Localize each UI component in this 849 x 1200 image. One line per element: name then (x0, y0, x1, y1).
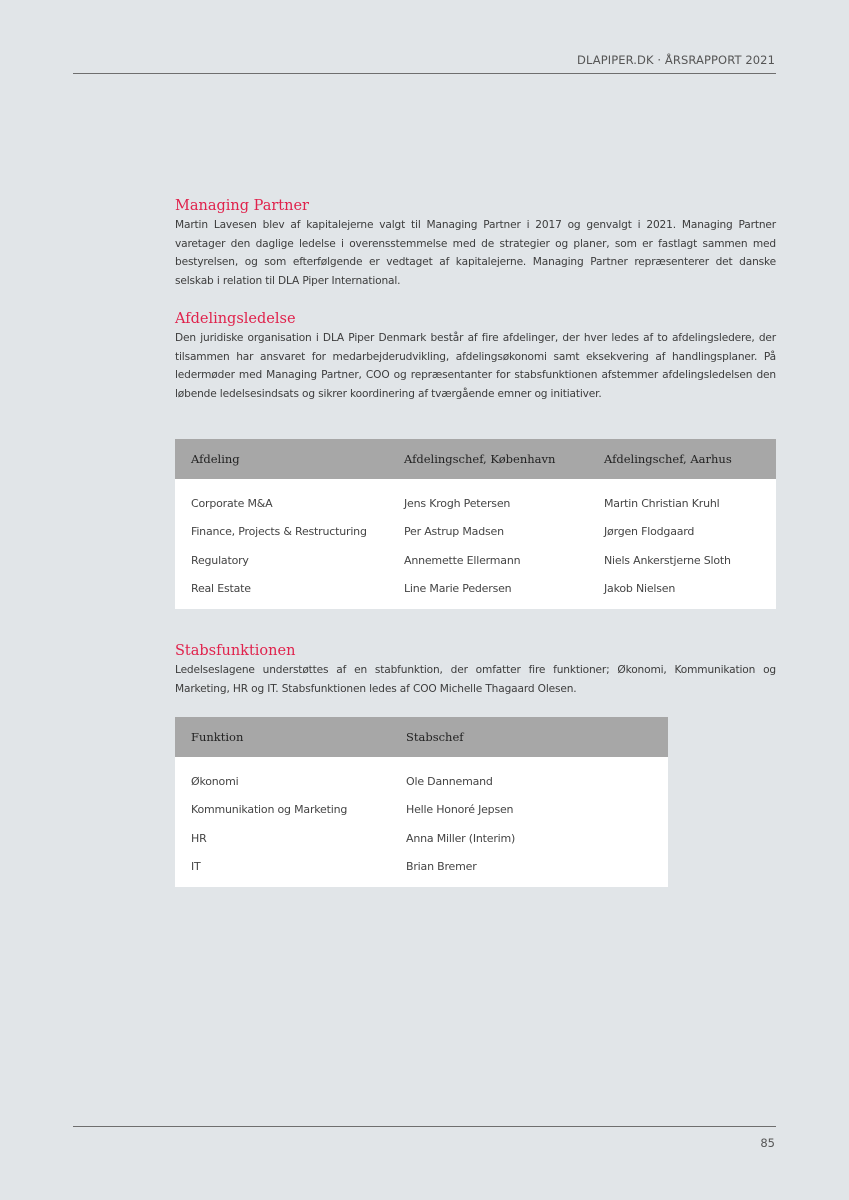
table-cell: Regulatory (191, 553, 249, 567)
table-cell: Finance, Projects & Restructuring (191, 525, 367, 539)
page-number: 85 (760, 1136, 775, 1150)
section-stabsfunktionen (175, 642, 776, 698)
section-body: Martin Lavesen blev af kapitalejerne valgt til Managing Partner i 2017 og genvalgt i 2021. Managing Partner varetager den daglige ledelse i overensstemmelse med de strategier og planer, som er fastlagt sammen med bestyrelsen, og som efterfølgende er vedtaget af kapitalejerne. Managing Partner repræsenterer det danske selskab i relation til DLA Piper International. (175, 219, 776, 288)
table-header-row (175, 717, 668, 757)
table-cell: Martin Christian Kruhl (604, 496, 720, 510)
table-header-row (175, 439, 776, 479)
table-header-cell: Afdeling (191, 452, 240, 466)
table-cell: Real Estate (191, 582, 251, 596)
table-row (175, 824, 668, 853)
table-row (175, 546, 776, 575)
table-cell: IT (191, 860, 201, 874)
section-title: Afdelingsledelse (175, 311, 296, 327)
table-cell: Jørgen Flodgaard (604, 525, 695, 539)
table-row (175, 479, 776, 518)
table-cell: Anna Miller (Interim) (406, 831, 516, 845)
table-row (175, 575, 776, 610)
table-header-cell: Afdelingschef, København (404, 452, 556, 466)
table-row (175, 853, 668, 888)
table-row (175, 518, 776, 547)
table-header-cell: Afdelingschef, Aarhus (604, 452, 732, 466)
table-header-cell: Funktion (191, 730, 244, 744)
table-cell: Corporate M&A (191, 496, 273, 510)
table-row (175, 796, 668, 825)
section-title: Managing Partner (175, 198, 309, 214)
table-cell: Niels Ankerstjerne Sloth (604, 553, 731, 567)
table-cell: Per Astrup Madsen (404, 525, 504, 539)
section-title: Stabsfunktionen (175, 643, 296, 659)
table-cell: Line Marie Pedersen (404, 582, 512, 596)
staff-table (175, 717, 668, 887)
table-cell: Brian Bremer (406, 860, 477, 874)
footer-divider (73, 1126, 776, 1127)
running-header: DLAPIPER.DK · ÅRSRAPPORT 2021 (577, 53, 775, 67)
section-afdelingsledelse (175, 310, 776, 404)
section-body: Den juridiske organisation i DLA Piper Denmark består af fire afdelinger, der hver ledes af to afdelingsledere, der tilsammen har ansvaret for medarbejderudvikling, afdelingsøkonomi samt eksekvering af handlingsplaner. På ledermøder med Managing Partner, COO og repræsentanter for stabsfunktionen afstemmer afdelingsledelsen den løbende ledelsesindsats og sikrer koordinering af tværgående emner og initiativer. (175, 332, 776, 401)
table-cell: Ole Dannemand (406, 774, 493, 788)
header-divider (73, 73, 776, 74)
table-cell: Jens Krogh Petersen (404, 496, 511, 510)
section-body: Ledelseslagene understøttes af en stabfunktion, der omfatter fire funktioner; Økonomi, Kommunikation og Marketing, HR og IT. Stabsfunktionen ledes af COO Michelle Thagaard Olesen. (175, 664, 776, 695)
table-cell: Helle Honoré Jepsen (406, 803, 514, 817)
table-cell: Annemette Ellermann (404, 553, 521, 567)
table-cell: Kommunikation og Marketing (191, 803, 348, 817)
department-table (175, 439, 776, 609)
table-cell: Jakob Nielsen (604, 582, 676, 596)
table-header-cell: Stabschef (406, 730, 464, 744)
section-managing-partner (175, 197, 776, 291)
table-row (175, 757, 668, 796)
table-cell: HR (191, 831, 207, 845)
table-cell: Økonomi (191, 774, 239, 788)
